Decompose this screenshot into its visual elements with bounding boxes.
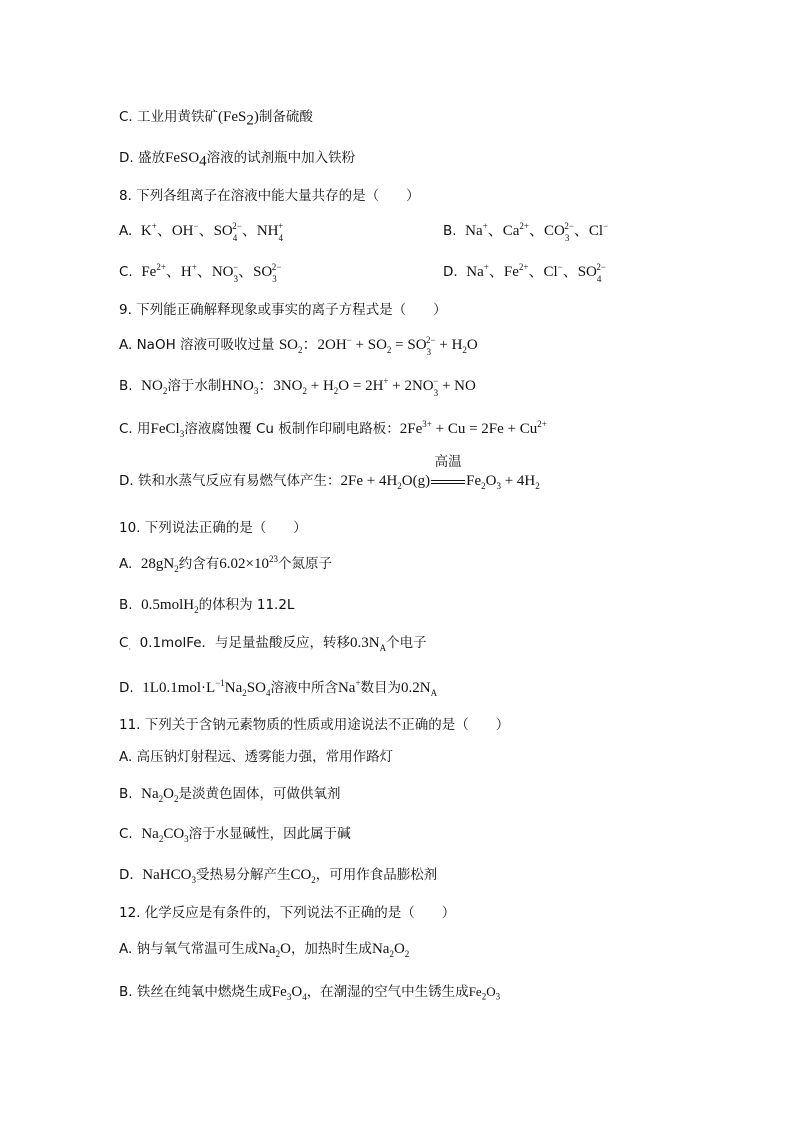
formula: $Na_2O_2$	[141, 786, 179, 804]
option-text: A. 钠与氧气常温可生成	[119, 941, 259, 957]
option-text: 溶液腐蚀覆 Cu 板制作印刷电路板：	[184, 421, 400, 437]
option-8c	[119, 262, 282, 284]
question-12: 12. 化学反应是有条件的，下列说法不正确的是（ ）	[119, 905, 456, 921]
option-label: B.	[443, 223, 457, 239]
question-9: 9. 下列能正确解释现象或事实的离子方程式是（ ）	[119, 302, 447, 318]
option-text: B. 铁丝在纯氧中燃烧生成	[119, 984, 272, 1000]
formula: $NO_2$	[141, 378, 168, 396]
formula: FeSO	[164, 150, 200, 166]
formula: $1L0.1mol\cdot L^{-1}Na_2SO_4$	[142, 678, 271, 698]
option-text: 0.1molFe．与足量盐酸反应，转移	[139, 635, 351, 651]
formula: $0.2N_A$	[401, 680, 438, 698]
option-text: 的体积为 11.2L	[198, 597, 295, 613]
formula: 0.5molH$_2$	[141, 597, 199, 615]
option-text: 个氮原子	[277, 556, 332, 572]
option-10a	[119, 555, 332, 573]
subscript: 4	[199, 153, 207, 170]
formula: $Na_2CO_3$	[141, 826, 189, 844]
option-10c: $C_\cdot$ 0.1molFe．与足量盐酸反应，转移$0.3N_A$个电子	[119, 635, 427, 654]
option-text: ，可用作食品膨松剂	[315, 867, 438, 883]
option-label: D.	[119, 867, 134, 883]
option-label: A.	[119, 556, 133, 572]
option-text: ，加热时生成	[290, 941, 372, 957]
option-label: B.	[119, 786, 133, 802]
option-text: A. NaOH 溶液可吸收过量	[119, 337, 275, 353]
option-9d	[119, 454, 540, 491]
option-label: B.	[119, 378, 133, 394]
option-9c	[119, 420, 547, 438]
equation: $2Fe + 4H_2O(g)$ 高温 $Fe_2O_3 + 4H_2$	[340, 454, 540, 491]
formula: (	[218, 109, 224, 125]
option-label: C.	[119, 264, 133, 280]
option-text: 数目为	[360, 680, 402, 696]
option-11d	[119, 866, 437, 884]
equation: $2Fe^{3+} + Cu = 2Fe + Cu^{2+}$	[399, 419, 547, 437]
option-8d	[443, 262, 606, 284]
ion-list: K+、OH−、$SO_4^{2-}$、$NH_4^+$	[140, 221, 284, 243]
option-12a	[119, 940, 409, 958]
ion-list: $Fe^{2+}$、H+、$NO_3^-$、$SO_3^{2-}$	[141, 262, 282, 284]
formula: NaHCO$_3$	[142, 867, 196, 885]
option-text: D. 铁和水蒸气反应有易燃气体产生：	[119, 473, 341, 489]
formula: FeCl$_3$	[150, 421, 185, 439]
formula: )	[253, 109, 259, 125]
option-8a	[119, 221, 284, 243]
option-8b	[443, 221, 609, 243]
option-10b	[119, 596, 294, 614]
equation: $SO_2$：$2OH^- + SO_2 = SO_3^{2-} + H_2O$	[278, 335, 478, 357]
option-text: 个电子	[386, 635, 427, 651]
option-label: D.	[443, 264, 458, 280]
option-text: C. 工业用黄铁矿	[119, 109, 219, 125]
ion-list: Na+、$Ca^{2+}$、$CO_3^{2-}$、Cl−	[465, 221, 609, 243]
equation: $HNO_3$：$3NO_2 + H_2O = 2H^+ + 2NO_3^-$ + NO	[221, 376, 476, 398]
question-8: 8. 下列各组离子在溶液中能大量共存的是（ ）	[119, 188, 420, 204]
subscript: 2	[246, 112, 254, 129]
option-text: 溶液的试剂瓶中加入铁粉	[206, 150, 356, 166]
formula: $Fe_3O_4$	[271, 984, 307, 1002]
formula: $28gN_2$	[140, 556, 179, 574]
option-text: 溶液中所含	[270, 680, 338, 696]
formula: $Na_2O$	[258, 941, 291, 959]
option-9b	[119, 376, 476, 398]
option-7d	[119, 149, 356, 170]
option-10d	[119, 679, 437, 697]
formula: FeS	[223, 109, 247, 125]
ion-list: Na+、$Fe^{2+}$、Cl−、$SO_4^{2-}$	[466, 262, 606, 284]
question-10: 10. 下列说法正确的是（ ）	[119, 520, 307, 536]
option-text: ，在潮湿的空气中生锈生成	[306, 984, 469, 1000]
formula: $Fe_2O_3$	[468, 984, 501, 1002]
option-text: D. 盛放	[119, 150, 165, 166]
option-text: C. 用	[119, 421, 151, 437]
question-11: 11. 下列关于含钠元素物质的性质或用途说法不正确的是（ ）	[119, 717, 510, 733]
option-text: 溶于水显碱性，因此属于碱	[188, 826, 351, 842]
option-11a: A. 高压钠灯射程远、透雾能力强，常用作路灯	[119, 749, 394, 765]
option-text: 受热易分解产生	[195, 867, 291, 883]
option-text: 溶于水制	[167, 378, 222, 394]
option-label: C.	[119, 826, 133, 842]
reaction-condition: 高温	[430, 472, 466, 490]
option-9a	[119, 335, 478, 357]
formula: Na+	[337, 678, 361, 696]
option-12b	[119, 983, 500, 1001]
option-11c	[119, 825, 351, 843]
option-11b	[119, 785, 341, 803]
option-label: D.	[119, 680, 134, 696]
option-7c	[119, 108, 313, 129]
formula: $CO_2$	[290, 867, 316, 885]
option-text: 是淡黄色固体，可做供氧剂	[178, 786, 341, 802]
option-label: B.	[119, 597, 133, 613]
formula: $0.3N_A$	[350, 635, 387, 653]
option-text: 制备硫酸	[258, 109, 313, 125]
formula: $Na_2O_2$	[371, 941, 410, 959]
formula: $6.02\times 10^{23}$	[219, 554, 278, 572]
option-label: C	[119, 635, 129, 651]
option-text: 约含有	[178, 556, 220, 572]
option-label: A.	[119, 223, 133, 239]
